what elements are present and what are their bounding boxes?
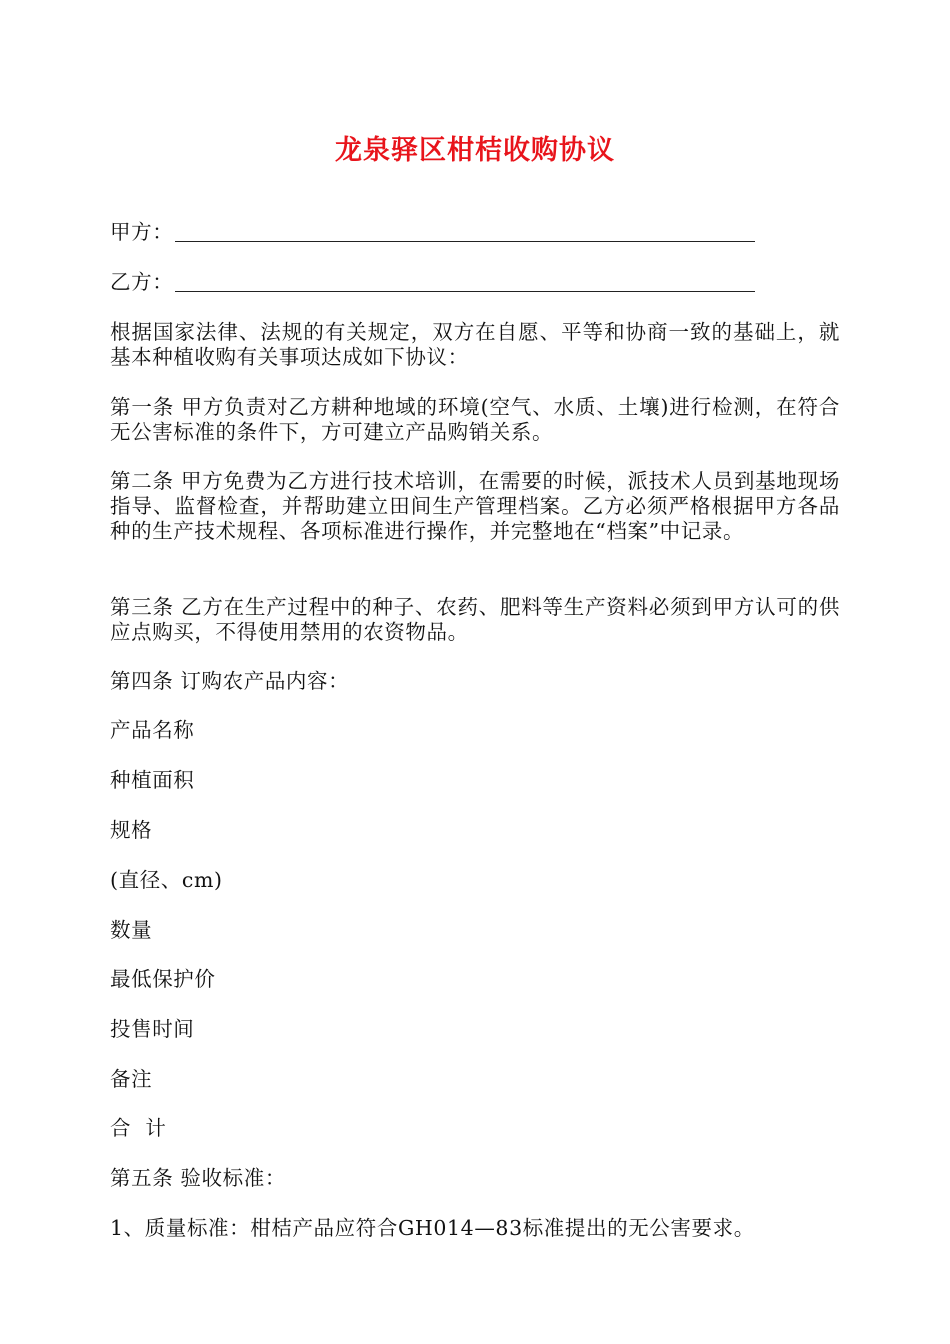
list-item: 产品名称 xyxy=(110,718,195,742)
party-a-label: 甲方： xyxy=(110,220,174,244)
party-a-row xyxy=(110,220,755,245)
article-3-paragraph: 第三条 乙方在生产过程中的种子、农药、肥料等生产资料必须到甲方认可的供应点购买，不得使用禁用的农资物品。 xyxy=(110,595,840,644)
article-1-paragraph: 第一条 甲方负责对乙方耕种地域的环境(空气、水质、土壤)进行检测，在符合无公害标准的条件下，方可建立产品购销关系。 xyxy=(110,395,840,444)
list-item: 数量 xyxy=(110,918,153,942)
party-a-blank-line xyxy=(175,241,755,242)
list-item: 种植面积 xyxy=(110,768,195,792)
article-5-heading: 第五条 验收标准： xyxy=(110,1166,286,1190)
list-item: 规格 xyxy=(110,818,153,842)
list-item: (直径、cm) xyxy=(110,868,223,892)
party-b-row xyxy=(110,270,755,295)
list-item: 备注 xyxy=(110,1067,153,1091)
party-b-label: 乙方： xyxy=(110,270,174,294)
document-title: 龙泉驿区柑桔收购协议 xyxy=(335,135,615,166)
list-item: 投售时间 xyxy=(110,1017,195,1041)
list-item: 最低保护价 xyxy=(110,967,216,991)
article-2-paragraph: 第二条 甲方免费为乙方进行技术培训，在需要的时候，派技术人员到基地现场指导、监督检查，并帮助建立田间生产管理档案。乙方必须严格根据甲方各品种的生产技术规程、各项标准进行操作，并完整地在“档案”中记录。 xyxy=(110,469,840,543)
article-4-heading: 第四条 订购农产品内容： xyxy=(110,669,350,693)
standard-1-paragraph: 1、质量标准：柑桔产品应符合GH014—83标准提出的无公害要求。 xyxy=(110,1216,755,1240)
party-b-blank-line xyxy=(175,291,755,292)
intro-paragraph: 根据国家法律、法规的有关规定，双方在自愿、平等和协商一致的基础上，就基本种植收购有关事项达成如下协议： xyxy=(110,320,840,369)
list-item: 合 计 xyxy=(110,1116,167,1140)
